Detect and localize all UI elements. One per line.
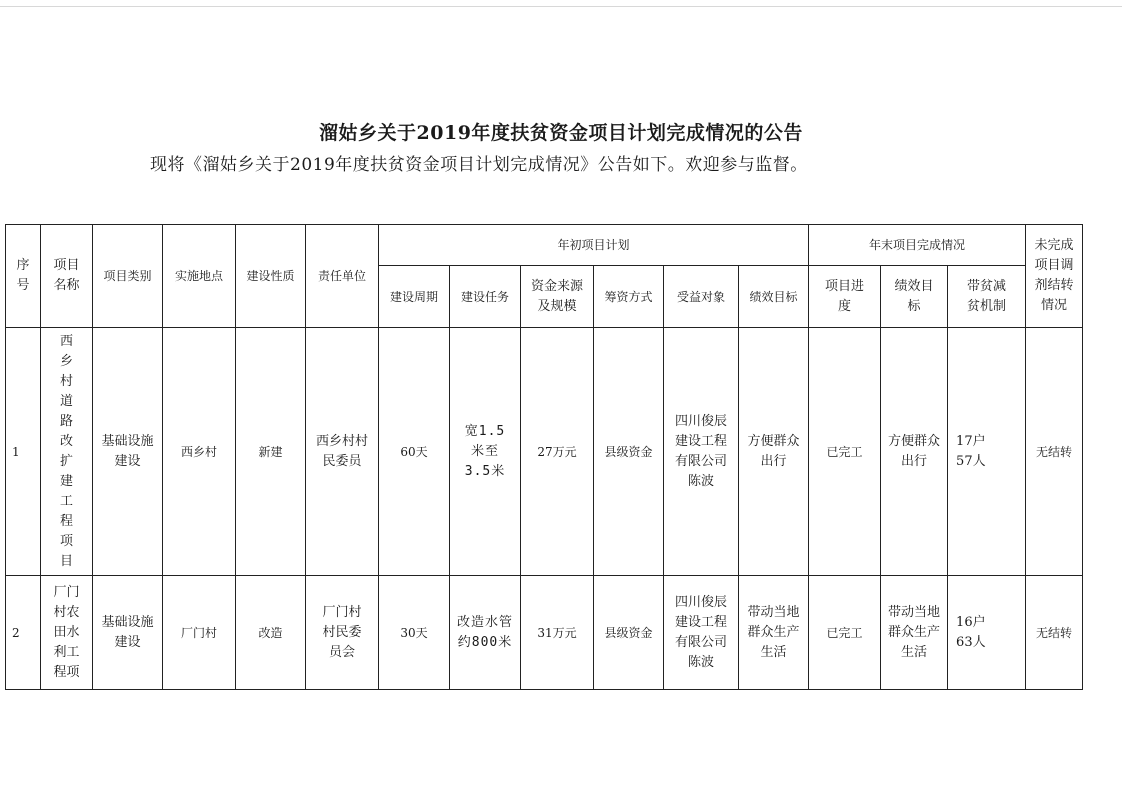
cell-period: 60天 <box>379 328 450 576</box>
cell-nature: 新建 <box>236 328 306 576</box>
header-method: 筹资方式 <box>594 266 664 328</box>
cell-funding: 27万元 <box>521 328 594 576</box>
cell-method: 县级资金 <box>594 328 664 576</box>
cell-seq: 2 <box>6 576 41 690</box>
header-nature: 建设性质 <box>236 225 306 328</box>
funding-project-table <box>5 224 1083 690</box>
cell-period: 30天 <box>379 576 450 690</box>
cell-category: 基础设施建设 <box>93 576 163 690</box>
header-category: 项目类别 <box>93 225 163 328</box>
header-unit: 责任单位 <box>306 225 379 328</box>
cell-name: 厂门村农田水利工程项 <box>41 576 93 690</box>
header-mechanism: 带贫减贫机制 <box>948 266 1026 328</box>
table-row <box>6 328 1083 576</box>
cell-perf: 带动当地群众生产生活 <box>881 576 948 690</box>
header-row-main <box>6 225 1083 266</box>
header-task: 建设任务 <box>450 266 521 328</box>
header-plan-group: 年初项目计划 <box>379 225 809 266</box>
cell-name: 西乡村道路改扩建工程项目 <box>41 328 93 576</box>
header-period: 建设周期 <box>379 266 450 328</box>
cell-target: 方便群众出行 <box>739 328 809 576</box>
cell-mechanism: 17户57人 <box>948 328 1026 576</box>
cell-category: 基础设施建设 <box>93 328 163 576</box>
scan-edge-line <box>0 6 1122 7</box>
cell-seq: 1 <box>6 328 41 576</box>
header-location: 实施地点 <box>163 225 236 328</box>
header-funding: 资金来源及规模 <box>521 266 594 328</box>
cell-progress: 已完工 <box>809 328 881 576</box>
header-name: 项目名称 <box>41 225 93 328</box>
header-progress: 项目进度 <box>809 266 881 328</box>
cell-task: 改造水管约800米 <box>450 576 521 690</box>
document-subtitle: 现将《溜姑乡关于2019年度扶贫资金项目计划完成情况》公告如下。欢迎参与监督。 <box>150 155 808 175</box>
header-unfinished: 未完成项目调剂结转情况 <box>1026 225 1083 328</box>
header-beneficiary: 受益对象 <box>664 266 739 328</box>
cell-mechanism: 16户63人 <box>948 576 1026 690</box>
cell-progress: 已完工 <box>809 576 881 690</box>
cell-location: 厂门村 <box>163 576 236 690</box>
cell-task: 宽1.5米至3.5米 <box>450 328 521 576</box>
cell-beneficiary: 四川俊辰建设工程有限公司陈波 <box>664 576 739 690</box>
cell-method: 县级资金 <box>594 576 664 690</box>
cell-unit: 厂门村村民委员会 <box>306 576 379 690</box>
cell-beneficiary: 四川俊辰建设工程有限公司陈波 <box>664 328 739 576</box>
header-perf: 绩效目标 <box>881 266 948 328</box>
cell-unfinished: 无结转 <box>1026 328 1083 576</box>
header-complete-group: 年末项目完成情况 <box>809 225 1026 266</box>
cell-location: 西乡村 <box>163 328 236 576</box>
cell-unfinished: 无结转 <box>1026 576 1083 690</box>
cell-target: 带动当地群众生产生活 <box>739 576 809 690</box>
cell-unit: 西乡村村民委员 <box>306 328 379 576</box>
cell-nature: 改造 <box>236 576 306 690</box>
document-title: 溜姑乡关于2019年度扶贫资金项目计划完成情况的公告 <box>319 122 803 144</box>
header-seq: 序号 <box>6 225 41 328</box>
cell-funding: 31万元 <box>521 576 594 690</box>
header-target: 绩效目标 <box>739 266 809 328</box>
table-row <box>6 576 1083 690</box>
cell-perf: 方便群众出行 <box>881 328 948 576</box>
